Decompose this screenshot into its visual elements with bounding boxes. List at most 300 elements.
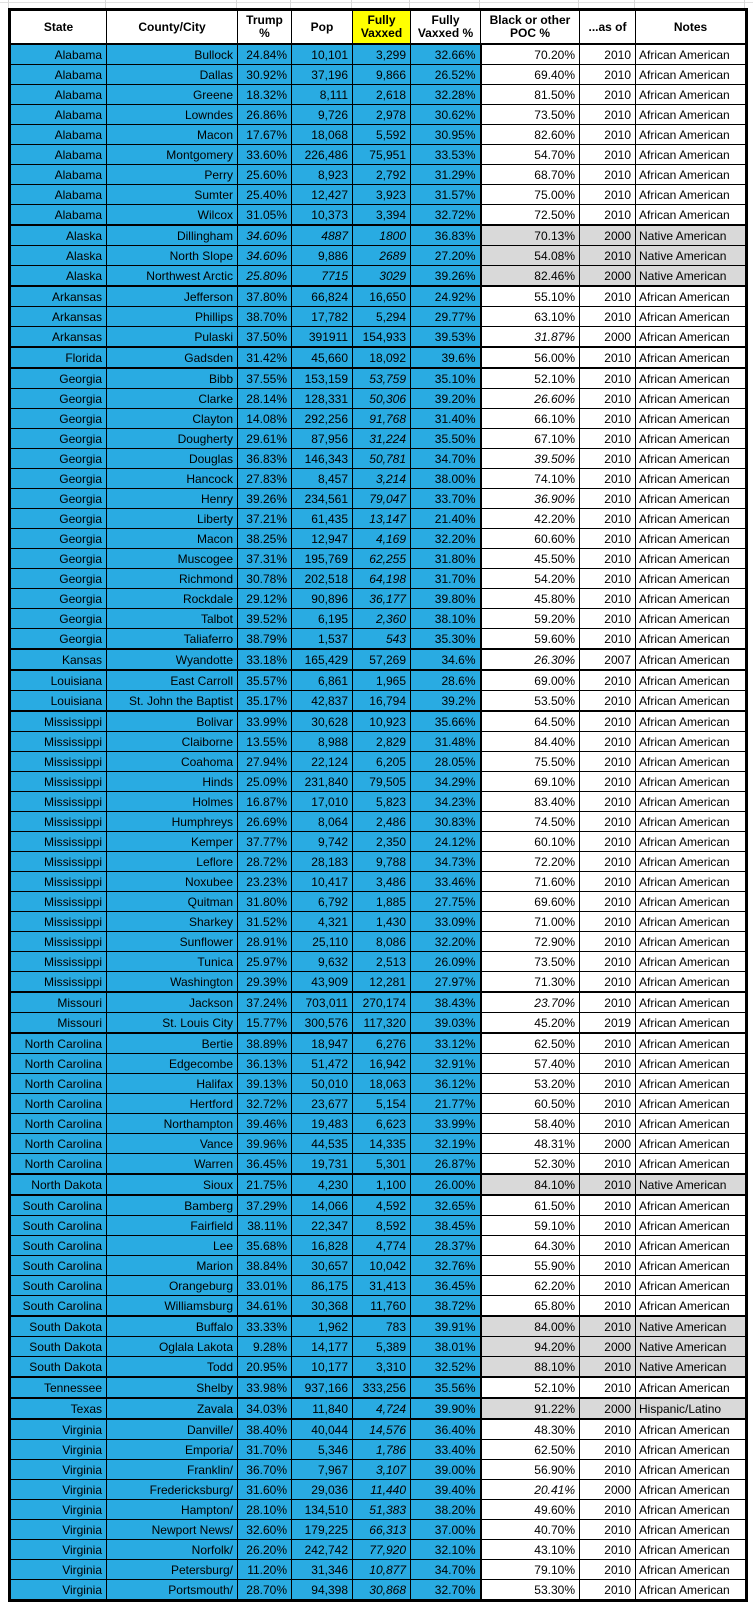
cell-as-of[interactable]: 2010 [580, 368, 636, 389]
cell-county-city[interactable]: Wyandotte [107, 649, 238, 670]
cell-pop[interactable]: 14,177 [292, 1337, 353, 1357]
cell-pop[interactable]: 128,331 [292, 389, 353, 409]
cell-trump-pct[interactable]: 39.52% [238, 609, 292, 629]
cell-notes[interactable]: African American [636, 1033, 747, 1054]
cell-county-city[interactable]: Sunflower [107, 932, 238, 952]
cell-notes[interactable]: African American [636, 872, 747, 892]
cell-county-city[interactable]: Tunica [107, 952, 238, 972]
cell-county-city[interactable]: Norfolk/ [107, 1540, 238, 1560]
cell-notes[interactable]: African American [636, 832, 747, 852]
cell-poc-pct[interactable]: 71.30% [481, 972, 580, 993]
cell-trump-pct[interactable]: 13.55% [238, 732, 292, 752]
cell-state[interactable]: North Carolina [10, 1154, 107, 1175]
cell-as-of[interactable]: 2010 [580, 1560, 636, 1580]
cell-pop[interactable]: 50,010 [292, 1074, 353, 1094]
cell-pop[interactable]: 12,947 [292, 529, 353, 549]
cell-fully-vaxxed-pct[interactable]: 32.72% [411, 205, 481, 226]
cell-fully-vaxxed-pct[interactable]: 27.97% [411, 972, 481, 993]
cell-county-city[interactable]: Marion [107, 1256, 238, 1276]
cell-fully-vaxxed-pct[interactable]: 32.66% [411, 44, 481, 65]
cell-state[interactable]: Louisiana [10, 670, 107, 691]
cell-pop[interactable]: 9,726 [292, 105, 353, 125]
cell-as-of[interactable]: 2010 [580, 812, 636, 832]
cell-fully-vaxxed[interactable]: 3,214 [353, 469, 411, 489]
cell-county-city[interactable]: Macon [107, 125, 238, 145]
cell-as-of[interactable]: 2010 [580, 1540, 636, 1560]
cell-notes[interactable]: African American [636, 1154, 747, 1175]
cell-notes[interactable]: African American [636, 286, 747, 307]
cell-as-of[interactable]: 2010 [580, 629, 636, 650]
cell-fully-vaxxed-pct[interactable]: 38.43% [411, 992, 481, 1013]
cell-as-of[interactable]: 2010 [580, 1216, 636, 1236]
cell-fully-vaxxed-pct[interactable]: 38.10% [411, 609, 481, 629]
cell-poc-pct[interactable]: 59.10% [481, 1216, 580, 1236]
cell-state[interactable]: Alaska [10, 225, 107, 246]
cell-pop[interactable]: 11,840 [292, 1398, 353, 1419]
cell-county-city[interactable]: Muscogee [107, 549, 238, 569]
cell-poc-pct[interactable]: 82.60% [481, 125, 580, 145]
cell-state[interactable]: Louisiana [10, 691, 107, 712]
cell-fully-vaxxed[interactable]: 4,592 [353, 1195, 411, 1216]
cell-fully-vaxxed[interactable]: 1,786 [353, 1440, 411, 1460]
cell-notes[interactable]: African American [636, 125, 747, 145]
cell-county-city[interactable]: Dillingham [107, 225, 238, 246]
cell-fully-vaxxed-pct[interactable]: 31.40% [411, 409, 481, 429]
cell-fully-vaxxed[interactable]: 5,592 [353, 125, 411, 145]
cell-notes[interactable]: African American [636, 670, 747, 691]
cell-fully-vaxxed-pct[interactable]: 38.01% [411, 1337, 481, 1357]
cell-fully-vaxxed[interactable]: 79,505 [353, 772, 411, 792]
cell-fully-vaxxed-pct[interactable]: 28.05% [411, 752, 481, 772]
cell-trump-pct[interactable]: 11.20% [238, 1560, 292, 1580]
cell-fully-vaxxed[interactable]: 2689 [353, 246, 411, 266]
cell-poc-pct[interactable]: 54.08% [481, 246, 580, 266]
cell-poc-pct[interactable]: 69.00% [481, 670, 580, 691]
cell-poc-pct[interactable]: 54.70% [481, 145, 580, 165]
cell-pop[interactable]: 7,967 [292, 1460, 353, 1480]
cell-trump-pct[interactable]: 24.84% [238, 44, 292, 65]
cell-as-of[interactable]: 2010 [580, 185, 636, 205]
cell-poc-pct[interactable]: 45.80% [481, 589, 580, 609]
cell-state[interactable]: Virginia [10, 1580, 107, 1601]
cell-county-city[interactable]: Hinds [107, 772, 238, 792]
cell-poc-pct[interactable]: 54.20% [481, 569, 580, 589]
cell-fully-vaxxed[interactable]: 14,576 [353, 1419, 411, 1440]
cell-pop[interactable]: 17,782 [292, 307, 353, 327]
cell-county-city[interactable]: Petersburg/ [107, 1560, 238, 1580]
cell-state[interactable]: Georgia [10, 449, 107, 469]
cell-state[interactable]: Alabama [10, 185, 107, 205]
cell-poc-pct[interactable]: 75.00% [481, 185, 580, 205]
cell-county-city[interactable]: Dallas [107, 65, 238, 85]
cell-poc-pct[interactable]: 66.10% [481, 409, 580, 429]
cell-as-of[interactable]: 2010 [580, 952, 636, 972]
cell-county-city[interactable]: Fredericksburg/ [107, 1480, 238, 1500]
cell-as-of[interactable]: 2010 [580, 609, 636, 629]
cell-fully-vaxxed-pct[interactable]: 33.70% [411, 489, 481, 509]
cell-county-city[interactable]: Humphreys [107, 812, 238, 832]
cell-pop[interactable]: 86,175 [292, 1276, 353, 1296]
cell-poc-pct[interactable]: 72.90% [481, 932, 580, 952]
cell-pop[interactable]: 90,896 [292, 589, 353, 609]
cell-fully-vaxxed[interactable]: 1,430 [353, 912, 411, 932]
cell-pop[interactable]: 242,742 [292, 1540, 353, 1560]
cell-fully-vaxxed-pct[interactable]: 33.46% [411, 872, 481, 892]
cell-poc-pct[interactable]: 74.10% [481, 469, 580, 489]
cell-notes[interactable]: African American [636, 1540, 747, 1560]
cell-fully-vaxxed-pct[interactable]: 39.40% [411, 1480, 481, 1500]
cell-state[interactable]: Alabama [10, 44, 107, 65]
cell-trump-pct[interactable]: 31.70% [238, 1440, 292, 1460]
cell-county-city[interactable]: Oglala Lakota [107, 1337, 238, 1357]
cell-fully-vaxxed-pct[interactable]: 34.70% [411, 449, 481, 469]
cell-pop[interactable]: 134,510 [292, 1500, 353, 1520]
cell-pop[interactable]: 195,769 [292, 549, 353, 569]
cell-fully-vaxxed-pct[interactable]: 31.57% [411, 185, 481, 205]
cell-notes[interactable]: African American [636, 1236, 747, 1256]
cell-fully-vaxxed[interactable]: 36,177 [353, 589, 411, 609]
cell-county-city[interactable]: Edgecombe [107, 1054, 238, 1074]
cell-trump-pct[interactable]: 27.94% [238, 752, 292, 772]
cell-trump-pct[interactable]: 31.05% [238, 205, 292, 226]
cell-as-of[interactable]: 2010 [580, 449, 636, 469]
cell-as-of[interactable]: 2000 [580, 266, 636, 287]
cell-trump-pct[interactable]: 25.09% [238, 772, 292, 792]
cell-poc-pct[interactable]: 55.90% [481, 1256, 580, 1276]
cell-state[interactable]: Virginia [10, 1419, 107, 1440]
cell-notes[interactable]: African American [636, 469, 747, 489]
cell-trump-pct[interactable]: 37.29% [238, 1195, 292, 1216]
col-header-as-of[interactable]: ...as of [580, 10, 636, 45]
cell-fully-vaxxed[interactable]: 57,269 [353, 649, 411, 670]
cell-poc-pct[interactable]: 64.50% [481, 711, 580, 732]
cell-pop[interactable]: 42,837 [292, 691, 353, 712]
cell-fully-vaxxed-pct[interactable]: 38.72% [411, 1296, 481, 1317]
cell-pop[interactable]: 153,159 [292, 368, 353, 389]
cell-state[interactable]: Georgia [10, 589, 107, 609]
cell-as-of[interactable]: 2010 [580, 85, 636, 105]
cell-as-of[interactable]: 2010 [580, 569, 636, 589]
cell-as-of[interactable]: 2010 [580, 1520, 636, 1540]
cell-notes[interactable]: African American [636, 589, 747, 609]
cell-county-city[interactable]: Bamberg [107, 1195, 238, 1216]
cell-pop[interactable]: 9,632 [292, 952, 353, 972]
cell-fully-vaxxed-pct[interactable]: 21.40% [411, 509, 481, 529]
cell-notes[interactable]: African American [636, 1419, 747, 1440]
cell-fully-vaxxed[interactable]: 11,440 [353, 1480, 411, 1500]
cell-notes[interactable]: African American [636, 1580, 747, 1601]
cell-notes[interactable]: African American [636, 1195, 747, 1216]
cell-trump-pct[interactable]: 37.24% [238, 992, 292, 1013]
cell-poc-pct[interactable]: 62.50% [481, 1033, 580, 1054]
cell-pop[interactable]: 23,677 [292, 1094, 353, 1114]
cell-as-of[interactable]: 2010 [580, 509, 636, 529]
cell-fully-vaxxed[interactable]: 13,147 [353, 509, 411, 529]
cell-trump-pct[interactable]: 37.21% [238, 509, 292, 529]
cell-state[interactable]: Arkansas [10, 307, 107, 327]
cell-fully-vaxxed[interactable]: 30,868 [353, 1580, 411, 1601]
cell-trump-pct[interactable]: 31.80% [238, 892, 292, 912]
cell-state[interactable]: Mississippi [10, 732, 107, 752]
cell-county-city[interactable]: Macon [107, 529, 238, 549]
cell-fully-vaxxed[interactable]: 5,294 [353, 307, 411, 327]
cell-trump-pct[interactable]: 21.75% [238, 1174, 292, 1195]
cell-trump-pct[interactable]: 30.78% [238, 569, 292, 589]
cell-notes[interactable]: African American [636, 952, 747, 972]
cell-trump-pct[interactable]: 25.40% [238, 185, 292, 205]
cell-pop[interactable]: 937,166 [292, 1377, 353, 1398]
cell-pop[interactable]: 14,066 [292, 1195, 353, 1216]
cell-notes[interactable]: African American [636, 812, 747, 832]
cell-as-of[interactable]: 2010 [580, 1054, 636, 1074]
cell-as-of[interactable]: 2010 [580, 752, 636, 772]
cell-as-of[interactable]: 2010 [580, 205, 636, 226]
cell-county-city[interactable]: Gadsden [107, 347, 238, 368]
cell-county-city[interactable]: Kemper [107, 832, 238, 852]
cell-notes[interactable]: African American [636, 1256, 747, 1276]
cell-county-city[interactable]: Zavala [107, 1398, 238, 1419]
cell-as-of[interactable]: 2010 [580, 1256, 636, 1276]
cell-state[interactable]: Virginia [10, 1440, 107, 1460]
cell-fully-vaxxed[interactable]: 5,154 [353, 1094, 411, 1114]
cell-trump-pct[interactable]: 26.20% [238, 1540, 292, 1560]
cell-notes[interactable]: African American [636, 549, 747, 569]
cell-state[interactable]: South Carolina [10, 1296, 107, 1317]
cell-as-of[interactable]: 2010 [580, 792, 636, 812]
cell-fully-vaxxed-pct[interactable]: 27.75% [411, 892, 481, 912]
cell-trump-pct[interactable]: 26.86% [238, 105, 292, 125]
cell-as-of[interactable]: 2010 [580, 732, 636, 752]
cell-as-of[interactable]: 2010 [580, 1094, 636, 1114]
cell-poc-pct[interactable]: 55.10% [481, 286, 580, 307]
cell-pop[interactable]: 25,110 [292, 932, 353, 952]
cell-fully-vaxxed-pct[interactable]: 31.48% [411, 732, 481, 752]
cell-fully-vaxxed-pct[interactable]: 34.70% [411, 1560, 481, 1580]
cell-fully-vaxxed[interactable]: 5,301 [353, 1154, 411, 1175]
cell-poc-pct[interactable]: 48.31% [481, 1134, 580, 1154]
cell-notes[interactable]: African American [636, 65, 747, 85]
cell-fully-vaxxed[interactable]: 12,281 [353, 972, 411, 993]
cell-fully-vaxxed[interactable]: 2,829 [353, 732, 411, 752]
cell-poc-pct[interactable]: 52.10% [481, 1377, 580, 1398]
cell-fully-vaxxed-pct[interactable]: 39.26% [411, 266, 481, 287]
cell-trump-pct[interactable]: 38.11% [238, 1216, 292, 1236]
cell-notes[interactable]: African American [636, 1074, 747, 1094]
cell-notes[interactable]: African American [636, 711, 747, 732]
cell-trump-pct[interactable]: 32.60% [238, 1520, 292, 1540]
cell-county-city[interactable]: Sioux [107, 1174, 238, 1195]
cell-pop[interactable]: 12,427 [292, 185, 353, 205]
cell-county-city[interactable]: Leflore [107, 852, 238, 872]
cell-state[interactable]: Georgia [10, 389, 107, 409]
cell-county-city[interactable]: Hancock [107, 469, 238, 489]
cell-fully-vaxxed-pct[interactable]: 39.2% [411, 691, 481, 712]
cell-fully-vaxxed[interactable]: 31,224 [353, 429, 411, 449]
cell-state[interactable]: Georgia [10, 368, 107, 389]
cell-as-of[interactable]: 2000 [580, 1134, 636, 1154]
cell-pop[interactable]: 10,177 [292, 1357, 353, 1378]
col-header-notes[interactable]: Notes [636, 10, 747, 45]
cell-as-of[interactable]: 2010 [580, 1580, 636, 1601]
cell-notes[interactable]: African American [636, 307, 747, 327]
cell-county-city[interactable]: Greene [107, 85, 238, 105]
cell-trump-pct[interactable]: 28.72% [238, 852, 292, 872]
cell-trump-pct[interactable]: 31.42% [238, 347, 292, 368]
cell-state[interactable]: Mississippi [10, 832, 107, 852]
cell-fully-vaxxed[interactable]: 4,774 [353, 1236, 411, 1256]
cell-county-city[interactable]: Henry [107, 489, 238, 509]
cell-state[interactable]: Alabama [10, 85, 107, 105]
cell-trump-pct[interactable]: 25.80% [238, 266, 292, 287]
cell-notes[interactable]: African American [636, 1460, 747, 1480]
cell-state[interactable]: Alaska [10, 246, 107, 266]
cell-state[interactable]: Georgia [10, 429, 107, 449]
cell-poc-pct[interactable]: 91.22% [481, 1398, 580, 1419]
cell-notes[interactable]: African American [636, 105, 747, 125]
cell-trump-pct[interactable]: 33.18% [238, 649, 292, 670]
cell-county-city[interactable]: Washington [107, 972, 238, 993]
cell-fully-vaxxed[interactable]: 62,255 [353, 549, 411, 569]
cell-trump-pct[interactable]: 33.60% [238, 145, 292, 165]
cell-poc-pct[interactable]: 53.20% [481, 1074, 580, 1094]
cell-state[interactable]: North Carolina [10, 1114, 107, 1134]
cell-notes[interactable]: African American [636, 85, 747, 105]
cell-state[interactable]: Virginia [10, 1500, 107, 1520]
cell-fully-vaxxed-pct[interactable]: 32.52% [411, 1357, 481, 1378]
cell-county-city[interactable]: Bullock [107, 44, 238, 65]
cell-as-of[interactable]: 2010 [580, 286, 636, 307]
cell-poc-pct[interactable]: 42.20% [481, 509, 580, 529]
cell-fully-vaxxed-pct[interactable]: 39.91% [411, 1316, 481, 1337]
cell-pop[interactable]: 94,398 [292, 1580, 353, 1601]
cell-state[interactable]: Tennessee [10, 1377, 107, 1398]
cell-notes[interactable]: Native American [636, 1174, 747, 1195]
cell-trump-pct[interactable]: 33.33% [238, 1316, 292, 1337]
cell-trump-pct[interactable]: 36.13% [238, 1054, 292, 1074]
cell-poc-pct[interactable]: 60.10% [481, 832, 580, 852]
cell-trump-pct[interactable]: 38.89% [238, 1033, 292, 1054]
cell-notes[interactable]: African American [636, 569, 747, 589]
cell-poc-pct[interactable]: 70.20% [481, 44, 580, 65]
cell-county-city[interactable]: Jefferson [107, 286, 238, 307]
cell-fully-vaxxed[interactable]: 3,299 [353, 44, 411, 65]
cell-pop[interactable]: 165,429 [292, 649, 353, 670]
cell-pop[interactable]: 51,472 [292, 1054, 353, 1074]
cell-fully-vaxxed-pct[interactable]: 39.90% [411, 1398, 481, 1419]
cell-state[interactable]: Mississippi [10, 932, 107, 952]
cell-as-of[interactable]: 2010 [580, 1195, 636, 1216]
cell-pop[interactable]: 179,225 [292, 1520, 353, 1540]
cell-notes[interactable]: Native American [636, 266, 747, 287]
cell-as-of[interactable]: 2010 [580, 429, 636, 449]
cell-notes[interactable]: African American [636, 1054, 747, 1074]
cell-county-city[interactable]: Dougherty [107, 429, 238, 449]
cell-fully-vaxxed-pct[interactable]: 32.28% [411, 85, 481, 105]
cell-poc-pct[interactable]: 40.70% [481, 1520, 580, 1540]
cell-county-city[interactable]: Phillips [107, 307, 238, 327]
cell-state[interactable]: Georgia [10, 609, 107, 629]
cell-fully-vaxxed-pct[interactable]: 39.20% [411, 389, 481, 409]
cell-as-of[interactable]: 2000 [580, 1480, 636, 1500]
cell-trump-pct[interactable]: 14.08% [238, 409, 292, 429]
cell-fully-vaxxed-pct[interactable]: 31.80% [411, 549, 481, 569]
cell-trump-pct[interactable]: 37.55% [238, 368, 292, 389]
cell-poc-pct[interactable]: 59.60% [481, 629, 580, 650]
cell-notes[interactable]: African American [636, 145, 747, 165]
cell-county-city[interactable]: St. Louis City [107, 1013, 238, 1034]
cell-pop[interactable]: 10,417 [292, 872, 353, 892]
cell-notes[interactable]: Native American [636, 1316, 747, 1337]
cell-pop[interactable]: 31,346 [292, 1560, 353, 1580]
cell-as-of[interactable]: 2010 [580, 469, 636, 489]
cell-fully-vaxxed-pct[interactable]: 26.00% [411, 1174, 481, 1195]
cell-as-of[interactable]: 2010 [580, 1114, 636, 1134]
cell-pop[interactable]: 16,828 [292, 1236, 353, 1256]
cell-notes[interactable]: African American [636, 629, 747, 650]
cell-fully-vaxxed[interactable]: 6,205 [353, 752, 411, 772]
cell-state[interactable]: South Carolina [10, 1276, 107, 1296]
cell-state[interactable]: Alabama [10, 125, 107, 145]
cell-pop[interactable]: 29,036 [292, 1480, 353, 1500]
cell-county-city[interactable]: East Carroll [107, 670, 238, 691]
cell-state[interactable]: Mississippi [10, 752, 107, 772]
cell-notes[interactable]: African American [636, 792, 747, 812]
cell-poc-pct[interactable]: 45.50% [481, 549, 580, 569]
cell-notes[interactable]: African American [636, 691, 747, 712]
cell-poc-pct[interactable]: 69.10% [481, 772, 580, 792]
cell-state[interactable]: Mississippi [10, 952, 107, 972]
cell-trump-pct[interactable]: 25.97% [238, 952, 292, 972]
cell-as-of[interactable]: 2010 [580, 589, 636, 609]
cell-pop[interactable]: 4,230 [292, 1174, 353, 1195]
cell-poc-pct[interactable]: 45.20% [481, 1013, 580, 1034]
cell-as-of[interactable]: 2010 [580, 549, 636, 569]
col-header-county-city[interactable]: County/City [107, 10, 238, 45]
cell-fully-vaxxed-pct[interactable]: 28.6% [411, 670, 481, 691]
cell-fully-vaxxed-pct[interactable]: 32.20% [411, 932, 481, 952]
cell-fully-vaxxed[interactable]: 3,394 [353, 205, 411, 226]
cell-state[interactable]: Mississippi [10, 812, 107, 832]
cell-notes[interactable]: African American [636, 892, 747, 912]
cell-trump-pct[interactable]: 39.26% [238, 489, 292, 509]
cell-as-of[interactable]: 2010 [580, 1440, 636, 1460]
cell-trump-pct[interactable]: 29.39% [238, 972, 292, 993]
cell-fully-vaxxed[interactable]: 75,951 [353, 145, 411, 165]
cell-trump-pct[interactable]: 33.01% [238, 1276, 292, 1296]
cell-as-of[interactable]: 2010 [580, 307, 636, 327]
cell-pop[interactable]: 1,962 [292, 1316, 353, 1337]
cell-state[interactable]: Georgia [10, 509, 107, 529]
cell-state[interactable]: North Carolina [10, 1094, 107, 1114]
cell-state[interactable]: Georgia [10, 489, 107, 509]
cell-poc-pct[interactable]: 73.50% [481, 952, 580, 972]
cell-fully-vaxxed-pct[interactable]: 36.83% [411, 225, 481, 246]
cell-pop[interactable]: 30,368 [292, 1296, 353, 1317]
cell-trump-pct[interactable]: 23.23% [238, 872, 292, 892]
cell-trump-pct[interactable]: 31.52% [238, 912, 292, 932]
cell-as-of[interactable]: 2010 [580, 992, 636, 1013]
cell-pop[interactable]: 6,861 [292, 670, 353, 691]
cell-fully-vaxxed[interactable]: 2,513 [353, 952, 411, 972]
cell-trump-pct[interactable]: 16.87% [238, 792, 292, 812]
cell-pop[interactable]: 19,731 [292, 1154, 353, 1175]
cell-fully-vaxxed-pct[interactable]: 35.10% [411, 368, 481, 389]
cell-as-of[interactable]: 2010 [580, 165, 636, 185]
cell-pop[interactable]: 6,792 [292, 892, 353, 912]
cell-pop[interactable]: 202,518 [292, 569, 353, 589]
cell-fully-vaxxed-pct[interactable]: 39.53% [411, 327, 481, 348]
cell-pop[interactable]: 703,011 [292, 992, 353, 1013]
